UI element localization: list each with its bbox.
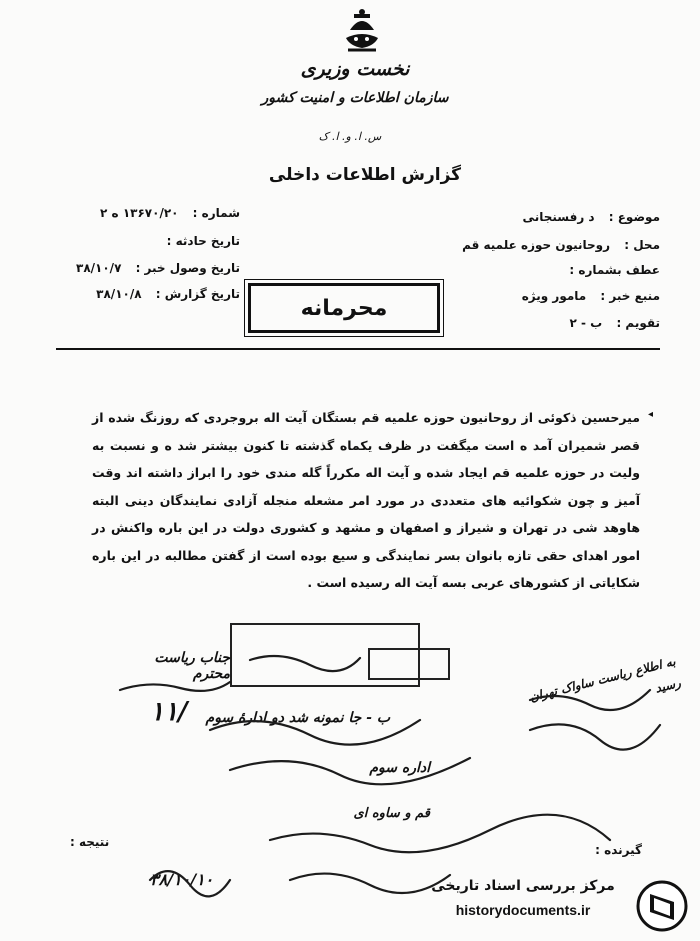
number-label: شماره : xyxy=(192,206,240,220)
handwriting-note-4: اداره سوم xyxy=(369,760,430,776)
attached-label: عطف بشماره : xyxy=(569,263,660,277)
handwriting-note-2: به اطلاع ریاست ساواک تهران رسید xyxy=(528,654,683,705)
event-date-label: تاریخ حادثه : xyxy=(166,234,240,248)
source-label: منبع خبر : xyxy=(600,289,660,303)
number-value: ۱۳۶۷۰/۲۰ ه ۲ xyxy=(100,206,179,220)
crown-emblem-icon xyxy=(340,8,384,54)
report-date-label: تاریخ گزارش : xyxy=(155,287,240,301)
handwriting-note-3: ب - جا نمونه شد دو ادارهٔ سوم xyxy=(205,710,390,726)
number-field xyxy=(100,206,240,220)
event-date-field xyxy=(157,234,240,248)
bullet-icon: ◂ xyxy=(648,409,654,420)
report-body: میرحسین ذکوئی از روحانیون حوزه علمیه قم بستگان آیت اله بروجردی که روزنگ شده از قصر شمیران آمد ه است میگفت در ظرف یکماه گذشته تا کنون بیشتر شد ه و نسبت به ولیت در حوزه علمیه قم ایجاد شده و آیت اله مکرراً گله مندی خود را ابراز داشته اند وقت آمیز و چون شکوائیه های متعددی در مورد امر مشعله منجله آزادی نمایندگان دینی البته هاوهد شی در تهران و شیراز و اصفهان و مشهد و کشوری دولت در این باره واکنش در امور اهدای حقی تازه بانوان بسر نمایندگی و سیع بوده است از گفتن مطالبه در این باره شکایاتی از کشورهای عربی بسه آیت اله رسیده است . xyxy=(92,410,640,590)
grade-field xyxy=(570,316,660,330)
received-date-field xyxy=(76,261,240,275)
location-value: روحانیون حوزه علمیه قم xyxy=(462,238,611,252)
header-separator xyxy=(56,348,660,350)
watermark-url: historydocuments.ir xyxy=(455,902,591,918)
grade-label: تقویم : xyxy=(616,316,660,330)
subject-value: د رفسنجانی xyxy=(522,210,595,224)
classification-stamp: محرمانه xyxy=(248,283,440,333)
annotation-number: ۱۱/ xyxy=(150,697,188,727)
handwriting-date: ۳۸/۱۰/۱۰ xyxy=(150,870,214,889)
received-date-value: ۳۸/۱۰/۷ xyxy=(76,261,122,275)
handwriting-note-1: جناب ریاست محترم xyxy=(154,650,230,682)
handwriting-note-5: قم و ساوه ای xyxy=(353,806,430,821)
report-date-value: ۳۸/۱۰/۸ xyxy=(96,287,142,301)
result-label: نتیجه : xyxy=(70,835,110,849)
source-value: مامور ویژه xyxy=(521,289,587,303)
recipient-label: گیرنده : xyxy=(595,843,642,857)
source-field xyxy=(522,289,660,303)
report-date-field xyxy=(96,287,240,301)
org-line-3: س. ا. و. ا. ک xyxy=(318,130,382,143)
org-line-1: نخست وزیری xyxy=(300,58,410,80)
watermark-center-name: مرکز بررسی اسناد تاریخی xyxy=(431,878,615,894)
subject-field xyxy=(523,210,660,224)
received-date-label: تاریخ وصول خبر : xyxy=(135,261,240,275)
report-title: گزارش اطلاعات داخلی xyxy=(268,165,462,185)
org-line-2: سازمان اطلاعات و امنیت کشور xyxy=(261,90,449,106)
attached-field xyxy=(559,263,660,277)
archive-logo-icon xyxy=(636,880,688,932)
subject-label: موضوع : xyxy=(608,210,660,224)
location-field xyxy=(462,238,660,252)
grade-value: ب - ۲ xyxy=(569,316,603,330)
location-label: محل : xyxy=(624,238,660,252)
